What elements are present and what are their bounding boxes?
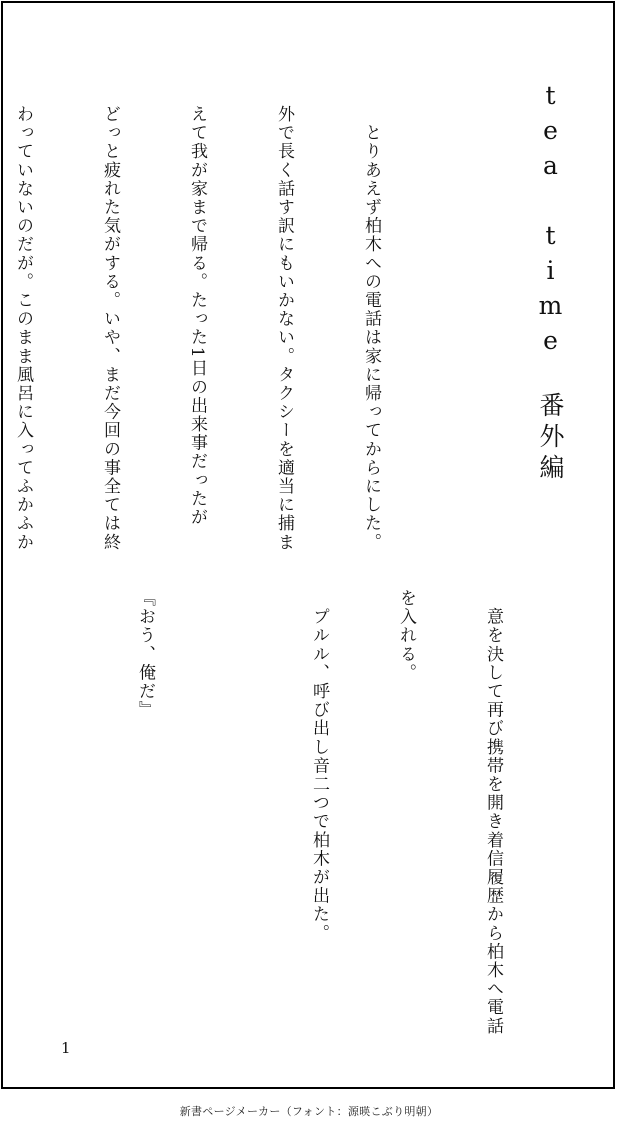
book-page bbox=[1, 1, 615, 1089]
upper-text-block bbox=[0, 105, 443, 552]
text-line: 『おう、俺だ』 bbox=[135, 589, 155, 720]
page-number: 1 bbox=[61, 1039, 71, 1057]
title-japanese: 番外編 bbox=[536, 392, 565, 485]
text-line: とりあえず柏木への電話は家に帰ってからにした。 bbox=[361, 105, 381, 552]
text-line: プルル、呼び出し音二つで柏木が出た。 bbox=[309, 589, 329, 943]
text-line: どっと疲れた気がする。いや、まだ今回の事全ては終 bbox=[100, 105, 120, 552]
footer-credit: 新書ページメーカー（フォント：源暎こぶり明朝） bbox=[179, 1105, 439, 1118]
blank-line bbox=[43, 589, 72, 1029]
text-line: 外で長く話す訳にもいかない。タクシーを適当に捕ま bbox=[274, 105, 294, 552]
text-line: わっていないのだが。このまま風呂に入ってふかふか bbox=[13, 105, 33, 552]
text-line: 意を決して再び携帯を開き着信履歴から柏木へ電話 bbox=[483, 589, 503, 1036]
chapter-title bbox=[533, 81, 567, 485]
lower-text-block bbox=[0, 589, 565, 1036]
blank-line bbox=[217, 589, 246, 1029]
text-line: を入れる。 bbox=[396, 589, 416, 682]
title-english: tea time bbox=[536, 81, 565, 361]
text-line: えて我が家まで帰る。たった1日の出来事だったが bbox=[187, 105, 207, 527]
